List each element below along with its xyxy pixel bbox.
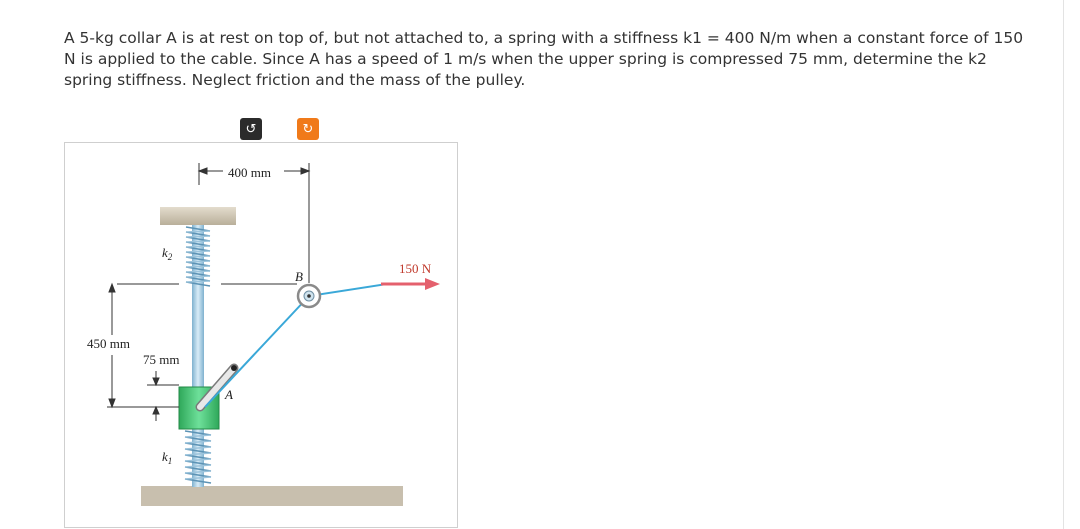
spring-k2 xyxy=(186,227,210,286)
spring-k1 xyxy=(185,431,211,483)
label-150N: 150 N xyxy=(399,261,432,276)
rotate-right-button[interactable] xyxy=(297,118,319,140)
rotate-left-button[interactable] xyxy=(240,118,262,140)
ground-floor xyxy=(141,486,403,506)
label-400mm: 400 mm xyxy=(228,165,271,180)
link-end-pin xyxy=(231,365,237,371)
label-75mm: 75 mm xyxy=(143,352,180,367)
force-arrow-head xyxy=(425,278,440,290)
rotate-right-icon: ↻ xyxy=(302,121,314,137)
dimension-75mm xyxy=(147,371,179,421)
mechanism-diagram xyxy=(65,143,459,529)
label-k1: $k_1$ xyxy=(162,449,173,466)
rotate-left-icon: ↺ xyxy=(245,121,257,137)
pulley-axle xyxy=(307,294,311,298)
problem-figure xyxy=(64,142,458,528)
ceiling-support xyxy=(160,207,236,225)
label-B: B xyxy=(295,269,303,284)
label-A: A xyxy=(225,387,233,402)
label-k2: $k_2$ xyxy=(162,245,173,262)
label-450mm: 450 mm xyxy=(87,336,130,351)
problem-statement: A 5-kg collar A is at rest on top of, but not attached to, a spring with a stiffness k1 = 400 N/m when a constant force of 150 N is applied to the cable. Since A has a speed of 1 m/s when the upper spring is compressed 75 mm, determine the k2 spring stiffness. Neglect friction and the mass of the pulley. xyxy=(64,29,1024,89)
